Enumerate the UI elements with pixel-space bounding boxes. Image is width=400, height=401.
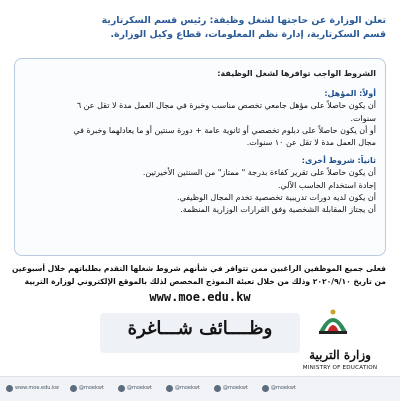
twitter-icon (70, 385, 77, 392)
instagram-icon (118, 385, 125, 392)
qualification-line: أو أن يكون حاصلاً على دبلوم تخصصي أو ثانوية عامة + دورة سنتين أو ما يعادلهما وخبرة في (73, 125, 376, 135)
condition-line: أن يكون لديه دورات تدريبية تخصصية تخدم المجال الوظيفي. (177, 192, 376, 202)
requirements-list (28, 68, 376, 216)
footer-social-link[interactable]: @moekwt (70, 383, 104, 393)
ministry-name-english: MINISTRY OF EDUCATION (302, 365, 378, 371)
intro-line-2: قسم السكرتارية، إدارة نظم المعلومات، قطاع وكيل الوزارة. (110, 29, 386, 40)
globe-icon (6, 385, 13, 392)
condition-line: أن يجتاز المقابلة الشخصية وفق القرارات الوزارية المنظمة. (180, 205, 376, 215)
instructions-line-2: من تاريخ ٢٠٢٠/٩/١٠ وذلك من خلال تعبئة النموذج المخصص لذلك بالموقع الإلكتروني لوزارة التربية (24, 277, 386, 286)
other-conditions-title: ثانياً: شروط أخرى: (301, 156, 376, 166)
facebook-icon (262, 385, 269, 392)
condition-line: إجادة استخدام الحاسب الآلي. (277, 180, 376, 190)
kuwait-emblem-icon (316, 306, 350, 336)
footer-social-link[interactable]: @moekwt (166, 383, 200, 393)
qualification-line: سنوات. (350, 113, 376, 123)
footer-social-link[interactable]: @moekwt (118, 383, 152, 393)
qualification-title: أولاً: المؤهل: (324, 89, 376, 99)
footer-social-link[interactable]: @moekwt (214, 383, 248, 393)
snapchat-icon (166, 385, 173, 392)
footer-social-link[interactable]: @moekwt (262, 383, 296, 393)
qualification-line: أن يكون حاصلاً على مؤهل جامعي تخصص مناسب وخبرة في مجال العمل مدة لا تقل عن ٦ (76, 101, 376, 111)
condition-line: أن يكون حاصلاً على تقرير كفاءة بدرجة " ممتاز" من السنتين الأخيرتين. (142, 168, 376, 178)
social-footer (0, 376, 400, 401)
footer-website[interactable]: www.moe.edu.kw (6, 383, 59, 393)
website-link[interactable]: www.moe.edu.kw (149, 290, 251, 304)
requirements-heading: الشروط الواجب توافرها لشغل الوظيفة: (217, 69, 376, 78)
instructions-line-1: فعلى جميع الموظفين الراغبين ممن تتوافر في شأنهم شروط شغلها التقدم بطلباتهم خلال أسبوعين (11, 264, 386, 273)
intro-line-1: تعلن الوزارة عن حاجتها لشغل وظيفة: رئيس قسم السكرتارية (101, 15, 386, 26)
application-instructions (11, 262, 386, 288)
announcement-intro (14, 14, 386, 42)
vacancy-banner: وظــــائف شـــاغرة (127, 318, 273, 339)
qualification-line: مجال العمل مدة لا تقل عن ١٠ سنوات. (246, 138, 376, 148)
youtube-icon (214, 385, 221, 392)
ministry-name-arabic: وزارة التربية (309, 348, 371, 362)
